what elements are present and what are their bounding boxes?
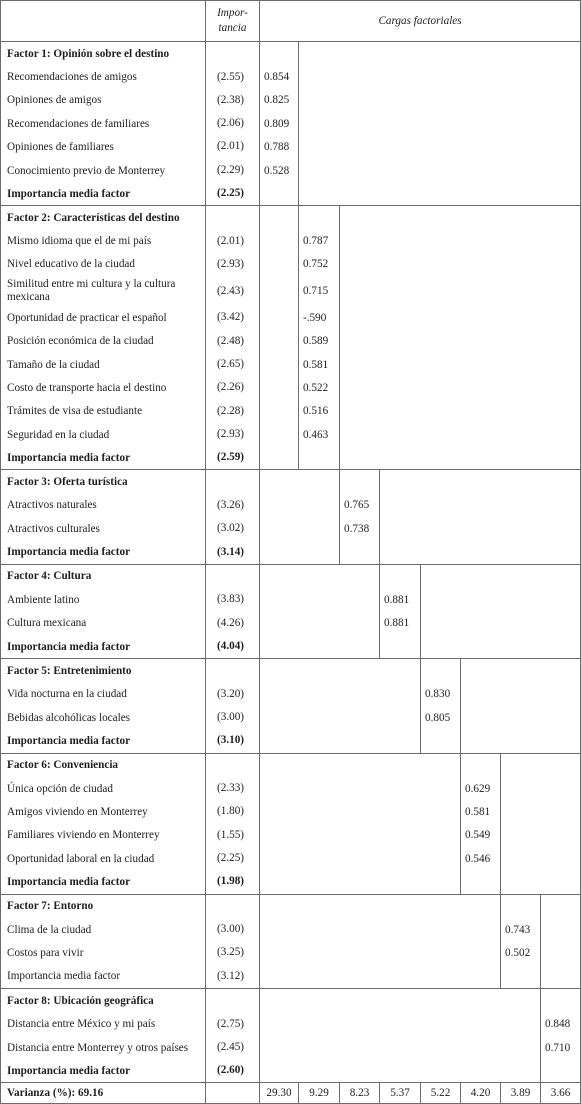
- variance-importance-blank: [206, 1083, 260, 1104]
- item-label: Bebidas alcohólicas locales: [1, 706, 206, 730]
- item-importance: (2.28): [217, 404, 245, 417]
- item-importance: (2.29): [217, 163, 245, 176]
- item-label: Atractivos culturales: [1, 517, 206, 541]
- factor-8-loading-head-blank: [541, 989, 581, 1013]
- item-importance: (2.93): [217, 258, 245, 271]
- item-importance: (3.20): [217, 687, 245, 700]
- item-label: Amigos viviendo en Monterrey: [1, 800, 206, 823]
- factor-6-title: Factor 6: Conveniencia: [1, 753, 206, 777]
- factor-3-loading-head-blank: [340, 470, 380, 494]
- item-label: Tamaño de la ciudad: [1, 353, 206, 376]
- item-importance: (2.26): [217, 381, 245, 394]
- factor-7-importance-values: [206, 895, 259, 988]
- factor-mean-loading-blank: [461, 871, 501, 895]
- item-label: Trámites de visa de estudiante: [1, 400, 206, 423]
- importance-header: [206, 1, 260, 42]
- item-importance: (2.38): [217, 93, 245, 106]
- item-label: Costos para vivir: [1, 941, 206, 965]
- item-label: Opiniones de amigos: [1, 89, 206, 112]
- header-row: [1, 1, 581, 42]
- factor-8-importance-values: [206, 989, 259, 1082]
- variance-value: 29.30: [260, 1083, 299, 1104]
- item-label: Opiniones de familiares: [1, 135, 206, 158]
- variance-value: 5.37: [380, 1083, 421, 1104]
- factor-6-imp-column: [206, 753, 260, 894]
- factor-mean-importance: (4.04): [217, 639, 245, 652]
- header-blank: [1, 1, 206, 42]
- factor-mean-importance: (1.98): [217, 875, 245, 888]
- factor-4-empty-left: [260, 564, 380, 658]
- item-importance: (2.75): [217, 1017, 245, 1030]
- item-loading: 0.502: [501, 941, 541, 965]
- factor-3-heading-row: [1, 470, 581, 494]
- variance-value: 5.22: [421, 1083, 461, 1104]
- item-importance: (3.42): [217, 311, 245, 324]
- factor-6-importance-values: [206, 754, 259, 894]
- factor-5-imp-column: [206, 659, 260, 753]
- item-importance: (2.93): [217, 427, 245, 440]
- item-loading: 0.522: [299, 376, 340, 399]
- item-importance: (3.00): [217, 711, 245, 724]
- factor-mean-loading-blank: [501, 965, 541, 989]
- factor-3-importance-values: [206, 470, 259, 563]
- item-label: Recomendaciones de familiares: [1, 112, 206, 135]
- factor-2-heading-row: [1, 206, 581, 230]
- variance-value: 8.23: [340, 1083, 380, 1104]
- factor-7-loading-head-blank: [501, 894, 541, 918]
- item-label: Posición económica de la ciudad: [1, 330, 206, 353]
- factor-6-loading-head-blank: [461, 753, 501, 777]
- item-loading: 0.830: [421, 682, 461, 706]
- factor-6-empty-left: [260, 753, 461, 894]
- item-importance: (2.33): [217, 782, 245, 795]
- item-importance: (2.45): [217, 1040, 245, 1053]
- item-loading: 0.516: [299, 400, 340, 423]
- item-importance: (4.26): [217, 616, 245, 629]
- factor-8-title: Factor 8: Ubicación geográfica: [1, 989, 206, 1013]
- item-loading: 0.629: [461, 777, 501, 800]
- factor-mean-loading-blank: [421, 730, 461, 754]
- factor-5-importance-values: [206, 659, 259, 752]
- item-importance: (2.48): [217, 334, 245, 347]
- item-label: Clima de la ciudad: [1, 918, 206, 942]
- item-loading: 0.809: [260, 112, 299, 135]
- factor-5-empty-left: [260, 659, 421, 753]
- item-loading: 0.805: [421, 706, 461, 730]
- item-label: Recomendaciones de amigos: [1, 65, 206, 88]
- item-importance: (3.02): [217, 522, 245, 535]
- factor-1-empty-right: [299, 42, 581, 206]
- item-label: Ambiente latino: [1, 588, 206, 612]
- factor-7-heading-row: [1, 894, 581, 918]
- factor-4-empty-right: [421, 564, 581, 658]
- item-importance: (2.06): [217, 117, 245, 130]
- factor-2-empty-left: [260, 206, 299, 470]
- factor-mean-label: Importancia media factor: [1, 635, 206, 659]
- variance-row: [1, 1083, 581, 1104]
- item-importance: (1.55): [217, 828, 245, 841]
- factor-mean-loading-blank: [380, 635, 421, 659]
- factor-mean-loading-blank: [340, 541, 380, 565]
- factor-4-title: Factor 4: Cultura: [1, 564, 206, 588]
- factor-4-loading-head-blank: [380, 564, 421, 588]
- item-loading: 0.738: [340, 517, 380, 541]
- item-label: Similitud entre mi cultura y la cultura mexicana: [1, 276, 206, 306]
- factor-1-heading-row: [1, 42, 581, 66]
- item-label: Conocimiento previo de Monterrey: [1, 159, 206, 182]
- item-label: Cultura mexicana: [1, 612, 206, 636]
- item-label: Única opción de ciudad: [1, 777, 206, 800]
- item-importance: (2.01): [217, 234, 245, 247]
- factor-2-imp-column: [206, 206, 260, 470]
- factor-mean-label: Importancia media factor: [1, 182, 206, 205]
- factor-2-title: Factor 2: Características del destino: [1, 206, 206, 230]
- item-label: Distancia entre México y mi país: [1, 1012, 206, 1036]
- item-label: Nivel educativo de la ciudad: [1, 253, 206, 276]
- variance-label: Varianza (%): 69.16: [1, 1083, 206, 1104]
- factor-mean-loading-blank: [260, 182, 299, 205]
- factor-4-importance-values: [206, 565, 259, 658]
- item-loading: 0.581: [461, 800, 501, 823]
- factor-mean-label: Importancia media factor: [1, 446, 206, 469]
- item-label: Vida nocturna en la ciudad: [1, 682, 206, 706]
- factor-8-heading-row: [1, 989, 581, 1013]
- item-label: Distancia entre Monterrey y otros países: [1, 1036, 206, 1060]
- factor-4-heading-row: [1, 564, 581, 588]
- item-loading: 0.787: [299, 229, 340, 252]
- item-loading: 0.581: [299, 353, 340, 376]
- variance-value: 4.20: [461, 1083, 501, 1104]
- item-loading: 0.765: [340, 494, 380, 518]
- factor-7-empty-right: [541, 894, 581, 988]
- item-label: Costo de transporte hacia el destino: [1, 376, 206, 399]
- item-importance: (2.25): [217, 852, 245, 865]
- factor-2-empty-right: [340, 206, 581, 470]
- variance-value: 9.29: [299, 1083, 340, 1104]
- item-loading: 0.549: [461, 824, 501, 847]
- factor-mean-label: Importancia media factor: [1, 1059, 206, 1083]
- factor-3-imp-column: [206, 470, 260, 564]
- factor-mean-loading-blank: [541, 1059, 581, 1083]
- factor-2-loading-head-blank: [299, 206, 340, 230]
- item-label: Oportunidad de practicar el español: [1, 306, 206, 329]
- factor-mean-importance: (2.60): [217, 1064, 245, 1077]
- item-loading: 0.848: [541, 1012, 581, 1036]
- item-loading: 0.715: [299, 276, 340, 306]
- factor-mean-label: Importancia media factor: [1, 965, 206, 989]
- item-loading: 0.528: [260, 159, 299, 182]
- item-importance: (2.43): [217, 285, 245, 298]
- factor-1-imp-column: [206, 42, 260, 206]
- item-loading: 0.788: [260, 135, 299, 158]
- item-loading: 0.743: [501, 918, 541, 942]
- factor-7-title: Factor 7: Entorno: [1, 894, 206, 918]
- factor-5-title: Factor 5: Entretenimiento: [1, 659, 206, 683]
- item-loading: 0.710: [541, 1036, 581, 1060]
- factor-1-importance-values: [206, 42, 259, 205]
- item-loading: 0.589: [299, 330, 340, 353]
- importance-header-line2: tancia: [218, 22, 247, 34]
- item-importance: (3.83): [217, 593, 245, 606]
- factor-mean-importance: (3.12): [217, 969, 245, 982]
- factor-5-heading-row: [1, 659, 581, 683]
- item-importance: (2.55): [217, 70, 245, 83]
- item-label: Familiares viviendo en Monterrey: [1, 824, 206, 847]
- item-label: Seguridad en la ciudad: [1, 423, 206, 446]
- factor-mean-importance: (3.14): [217, 545, 245, 558]
- factor-5-empty-right: [461, 659, 581, 753]
- factor-1-loading-head-blank: [260, 42, 299, 66]
- factor-3-empty-left: [260, 470, 340, 564]
- item-label: Atractivos naturales: [1, 494, 206, 518]
- item-loading: 0.825: [260, 89, 299, 112]
- factor-8-empty-left: [260, 989, 541, 1083]
- factor-mean-label: Importancia media factor: [1, 541, 206, 565]
- factor-mean-loading-blank: [299, 446, 340, 469]
- variance-value: 3.66: [541, 1083, 581, 1104]
- factor-3-empty-right: [380, 470, 581, 564]
- factor-mean-importance: (2.59): [217, 451, 245, 464]
- loadings-header: Cargas factoriales: [260, 1, 581, 42]
- item-importance: (3.00): [217, 923, 245, 936]
- factor-3-title: Factor 3: Oferta turística: [1, 470, 206, 494]
- factor-2-importance-values: [206, 206, 259, 469]
- item-loading: 0.463: [299, 423, 340, 446]
- item-importance: (3.26): [217, 498, 245, 511]
- factor-6-empty-right: [501, 753, 581, 894]
- factor-8-imp-column: [206, 989, 260, 1083]
- factor-7-imp-column: [206, 894, 260, 988]
- factor-4-imp-column: [206, 564, 260, 658]
- factor-7-empty-left: [260, 894, 501, 988]
- item-importance: (1.80): [217, 805, 245, 818]
- factor-mean-importance: (2.25): [217, 186, 245, 199]
- item-importance: (3.25): [217, 946, 245, 959]
- factor-5-loading-head-blank: [421, 659, 461, 683]
- factor-mean-label: Importancia media factor: [1, 871, 206, 895]
- factor-mean-importance: (3.10): [217, 734, 245, 747]
- importance-header-line1: Impor-: [217, 7, 248, 19]
- item-loading: 0.546: [461, 847, 501, 870]
- factor-6-heading-row: [1, 753, 581, 777]
- item-loading: 0.881: [380, 588, 421, 612]
- variance-value: 3.89: [501, 1083, 541, 1104]
- item-label: Oportunidad laboral en la ciudad: [1, 847, 206, 870]
- item-loading: 0.854: [260, 65, 299, 88]
- factor-mean-label: Importancia media factor: [1, 730, 206, 754]
- item-importance: (2.01): [217, 140, 245, 153]
- item-importance: (2.65): [217, 357, 245, 370]
- item-loading: 0.752: [299, 253, 340, 276]
- item-label: Mismo idioma que el de mi país: [1, 229, 206, 252]
- item-loading: 0.881: [380, 612, 421, 636]
- factor-1-title: Factor 1: Opinión sobre el destino: [1, 42, 206, 66]
- item-loading: -.590: [299, 306, 340, 329]
